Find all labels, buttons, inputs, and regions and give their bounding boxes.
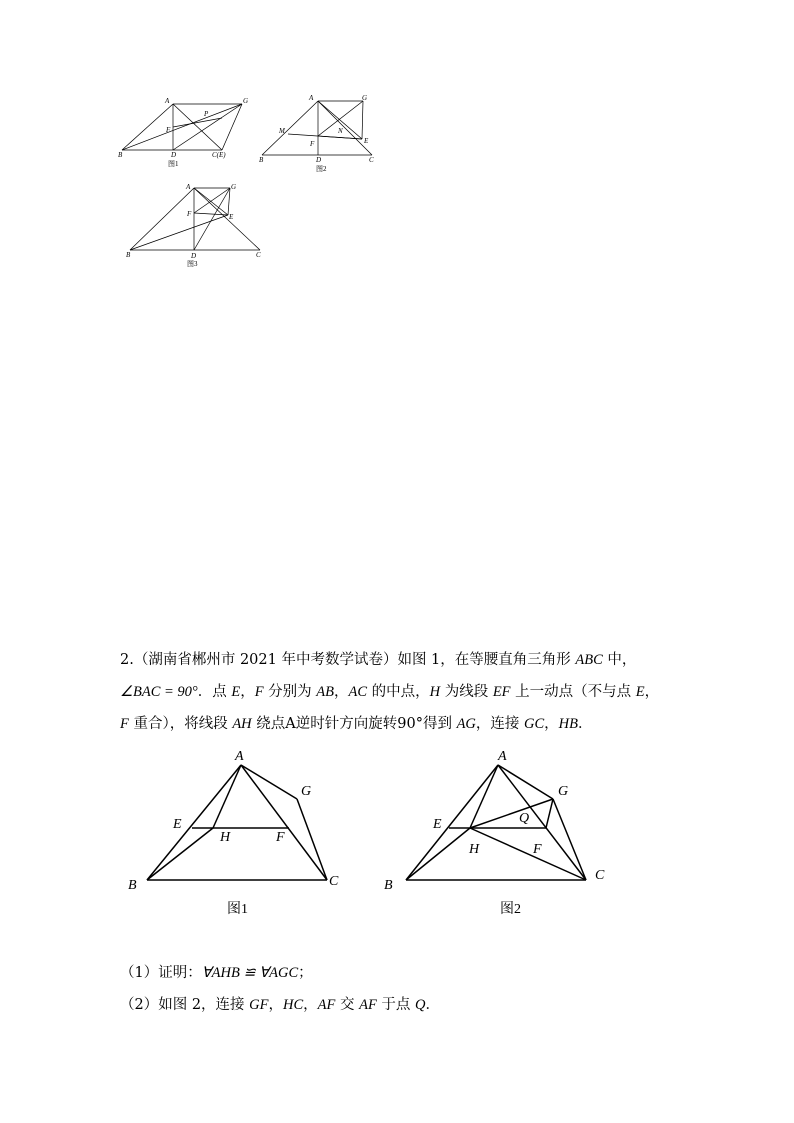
fig2-line-AE xyxy=(318,101,362,139)
text: ．点 xyxy=(197,684,232,700)
fig2-line-AC xyxy=(318,101,372,155)
fig3-label-F: F xyxy=(187,210,192,218)
var-AH: AH xyxy=(232,716,252,732)
text: 上一动点（不与点 xyxy=(510,684,636,700)
fig2-label-N: N xyxy=(338,127,343,135)
bfig2-label-A: A xyxy=(498,749,507,764)
var-AF: AF xyxy=(317,997,336,1013)
var-AC: AC xyxy=(348,684,368,700)
problem-2-intro: 2.（湖南省郴州市 2021 年中考数学试卷）如图 1，在等腰直角三角形 xyxy=(120,652,576,668)
question-1 xyxy=(120,963,680,983)
var-E: E xyxy=(635,684,645,700)
fig2-label-F: F xyxy=(310,140,315,148)
bfig1-line-AG xyxy=(241,765,297,799)
bfig2-line-HG xyxy=(470,799,553,828)
bfig2-line-AC xyxy=(498,765,586,880)
text: 的中点， xyxy=(367,684,430,700)
fig1-label-CE: C(E) xyxy=(212,151,226,159)
fig2-caption: 图2 xyxy=(316,165,327,173)
fig1-line-GC xyxy=(222,104,242,150)
text: 分别为 xyxy=(263,684,317,700)
fig1-label-A: A xyxy=(165,97,170,105)
var-F: F xyxy=(254,684,264,700)
bfig2-label-F: F xyxy=(533,842,542,857)
text: 于点 xyxy=(376,997,416,1013)
fig1-label-B: B xyxy=(118,151,123,159)
var-H: H xyxy=(429,684,441,700)
fig1-line-AB xyxy=(122,104,173,150)
bfig1-line-AH xyxy=(213,765,241,828)
fig3-label-A: A xyxy=(186,183,191,191)
bfig1-caption: 图1 xyxy=(227,902,248,917)
var-AG: AG xyxy=(456,716,476,732)
fig3-caption: 图3 xyxy=(187,260,198,268)
var-AB: AB xyxy=(316,684,334,700)
text: ， xyxy=(268,997,284,1013)
fig2-line-FE xyxy=(318,136,362,139)
text: ； xyxy=(298,965,313,981)
fig3-label-G: G xyxy=(231,183,237,191)
fig1-label-D: D xyxy=(171,151,177,159)
var-F: F xyxy=(120,716,129,732)
text: 交 xyxy=(335,997,360,1013)
bfig1-label-E: E xyxy=(173,817,182,832)
bfig2-caption: 图2 xyxy=(500,902,521,917)
angle-BAC: ∠BAC = 90° xyxy=(120,684,198,700)
text: 重合），将线段 xyxy=(128,716,233,732)
var-ABC: ABC xyxy=(575,652,603,668)
text: ， xyxy=(333,684,349,700)
fig3-line-FE xyxy=(194,213,228,215)
fig3-label-D: D xyxy=(191,252,197,260)
bfig1-label-F: F xyxy=(276,830,285,845)
bfig2-line-AH xyxy=(470,765,498,828)
fig2-label-B: B xyxy=(259,156,264,164)
var-HB: HB xyxy=(558,716,579,732)
fig2-label-A: A xyxy=(309,94,314,102)
var-E: E xyxy=(231,684,241,700)
fig2-line-GF xyxy=(318,101,363,136)
bfig2-line-HB xyxy=(406,828,470,880)
bfig2-label-H: H xyxy=(469,842,480,857)
text: ，连接 xyxy=(475,716,525,732)
fig2-label-C: C xyxy=(369,156,374,164)
text: ， xyxy=(544,716,559,732)
text: ， xyxy=(240,684,255,700)
bfig1-label-H: H xyxy=(220,830,231,845)
fig3-line-GF xyxy=(194,188,230,213)
fig1-caption: 图1 xyxy=(168,160,179,168)
text: 为线段 xyxy=(440,684,493,700)
bfig2-label-E: E xyxy=(433,817,442,832)
fig1-line-AC xyxy=(173,104,222,150)
question-1-label: （1）证明： xyxy=(120,965,202,981)
text: ， xyxy=(303,997,318,1013)
bfig2-line-AG xyxy=(498,765,553,799)
fig2-label-G: G xyxy=(362,94,368,102)
fig1-line-DG xyxy=(173,104,242,150)
bfig2-label-C: C xyxy=(595,868,605,883)
fig2-line-ME xyxy=(288,134,362,139)
bfig2-label-B: B xyxy=(384,878,393,893)
bfig2-label-Q: Q xyxy=(519,811,530,826)
bfig2-line-GC xyxy=(553,799,586,880)
fig1-line-BG xyxy=(122,104,242,150)
fig3-line-BE xyxy=(130,215,228,250)
fig3-line-GD xyxy=(194,188,230,250)
bfig1-line-AC xyxy=(241,765,327,880)
fig2-label-D: D xyxy=(316,156,322,164)
var-Q: Q xyxy=(415,997,426,1013)
bfig1-label-G: G xyxy=(301,784,312,799)
fig2-label-M: M xyxy=(279,127,285,135)
problem-2-line-3 xyxy=(120,714,680,734)
fig3-label-B: B xyxy=(126,251,131,259)
bfig1-line-AB xyxy=(147,765,241,880)
fig1-label-G: G xyxy=(243,97,249,105)
question-2 xyxy=(120,995,680,1015)
problem-2-line-2 xyxy=(120,682,680,702)
fig3-line-AC xyxy=(194,188,260,250)
fig2-label-E: E xyxy=(364,137,369,145)
fig1-label-F: F xyxy=(166,126,171,134)
question-1-expression: ∀AHB ≌ ∀AGC xyxy=(201,965,299,981)
question-2-label: （2）如图 2，连接 xyxy=(120,997,250,1013)
text: ， xyxy=(644,684,660,700)
fig1-label-P: P xyxy=(204,110,209,118)
bfig2-label-G: G xyxy=(558,784,569,799)
fig3-label-C: C xyxy=(256,251,261,259)
fig3-line-AE xyxy=(194,188,228,215)
text: ． xyxy=(578,716,593,732)
bfig1-label-A: A xyxy=(235,749,244,764)
bfig1-label-C: C xyxy=(329,874,339,889)
var-GC: GC xyxy=(524,716,545,732)
fig2-line-AB xyxy=(262,101,318,155)
bfig2-line-HC xyxy=(470,828,586,880)
var-GF: GF xyxy=(249,997,269,1013)
bfig1-line-HB xyxy=(147,828,213,880)
bfig1-line-GC xyxy=(297,799,327,880)
fig3-line-GE xyxy=(228,188,230,215)
text: 绕点A逆时针方向旋转90°得到 xyxy=(251,716,457,732)
bfig1-label-B: B xyxy=(128,878,137,893)
var-AF: AF xyxy=(359,997,377,1013)
fig1-line-FP xyxy=(173,118,222,127)
bfig2-line-AB xyxy=(406,765,498,880)
fig3-label-E: E xyxy=(229,213,234,221)
problem-2-line-1 xyxy=(120,650,680,670)
var-HC: HC xyxy=(283,997,304,1013)
fig2-line-GE xyxy=(362,101,363,139)
text: ． xyxy=(425,997,441,1013)
fig3-line-AB xyxy=(130,188,194,250)
bfig2-line-GF xyxy=(546,799,553,828)
var-EF: EF xyxy=(492,684,511,700)
problem-2-intro-end: 中， xyxy=(602,652,637,668)
